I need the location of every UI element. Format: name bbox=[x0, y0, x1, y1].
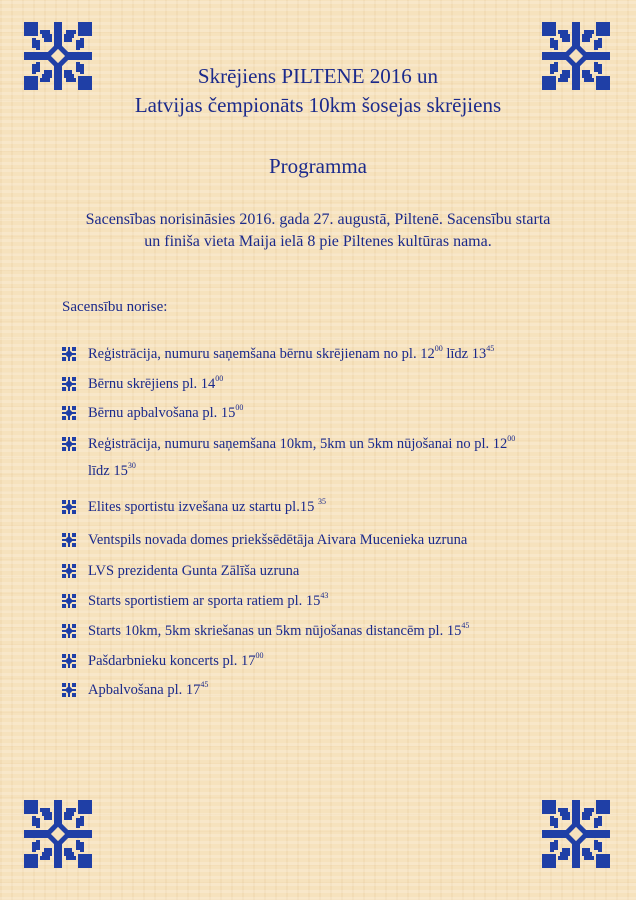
item-time-minutes: 00 bbox=[255, 651, 264, 660]
program-item-text bbox=[88, 530, 467, 550]
small-star-ornament-icon bbox=[62, 406, 76, 420]
small-star-ornament-icon bbox=[62, 347, 76, 361]
item-time-minutes: 45 bbox=[200, 680, 209, 689]
item-time-minutes: 35 bbox=[317, 497, 326, 506]
program-item-continuation bbox=[88, 461, 136, 481]
item-time-minutes: 00 bbox=[215, 374, 224, 383]
item-text: Bērnu apbalvošana pl. 15 bbox=[88, 405, 236, 421]
item-text: LVS prezidenta Gunta Zālīša uzruna bbox=[88, 563, 300, 579]
small-star-ornament-icon bbox=[62, 624, 76, 638]
item-text: Pašdarbnieku koncerts pl. 17 bbox=[88, 653, 256, 669]
item-text: Reģistrācija, numuru saņemšana bērnu skrējienam no pl. 12 bbox=[88, 346, 435, 362]
item-text: Ventspils novada domes priekšsēdētāja Aivara Mucenieka uzruna bbox=[88, 532, 468, 548]
page-title-line-2: Latvijas čempionāts 10km šosejas skrējiens bbox=[134, 93, 502, 117]
small-star-ornament-icon bbox=[62, 533, 76, 547]
small-star-ornament-icon bbox=[62, 594, 76, 608]
small-star-ornament-icon bbox=[62, 437, 76, 451]
item-text: Elites sportistu izvešana uz startu pl.15 bbox=[88, 499, 318, 515]
item-text: Apbalvošana pl. 17 bbox=[88, 682, 201, 698]
small-star-ornament-icon bbox=[62, 683, 76, 697]
program-item-text bbox=[88, 344, 494, 364]
program-heading: Programma bbox=[269, 154, 367, 178]
program-item-text bbox=[88, 434, 515, 454]
latvian-star-ornament-icon bbox=[540, 798, 612, 870]
intro-line-2: un finiša vieta Maija ielā 8 pie Piltenes kultūras nama. bbox=[144, 233, 492, 250]
program-item-text bbox=[88, 561, 299, 581]
small-star-ornament-icon bbox=[62, 654, 76, 668]
latvian-star-ornament-icon bbox=[22, 798, 94, 870]
continuation-text: līdz 15 bbox=[88, 463, 128, 479]
item-text: Starts sportistiem ar sporta ratiem pl. 15 bbox=[88, 593, 321, 609]
continuation-time-minutes: 30 bbox=[127, 461, 136, 470]
item-time-minutes: 00 bbox=[235, 403, 244, 412]
program-item-text bbox=[88, 621, 469, 641]
program-item-text bbox=[88, 497, 326, 517]
item-end-time-minutes: 45 bbox=[486, 344, 495, 353]
item-text: Reģistrācija, numuru saņemšana 10km, 5km un 5km nūjošanai no pl. 12 bbox=[88, 436, 508, 452]
program-item-text bbox=[88, 591, 328, 611]
item-time-minutes: 43 bbox=[320, 591, 329, 600]
program-item-text bbox=[88, 374, 223, 394]
program-item-text bbox=[88, 403, 243, 423]
small-star-ornament-icon bbox=[62, 500, 76, 514]
item-text-continued: līdz 13 bbox=[442, 346, 487, 362]
item-time-minutes: 45 bbox=[461, 621, 470, 630]
item-text: Starts 10km, 5km skriešanas un 5km nūjošanas distancēm pl. 15 bbox=[88, 623, 462, 639]
item-text: Bērnu skrējiens pl. 14 bbox=[88, 376, 216, 392]
intro-line-1: Sacensības norisināsies 2016. gada 27. augustā, Piltenē. Sacensību starta bbox=[85, 211, 551, 228]
small-star-ornament-icon bbox=[62, 564, 76, 578]
page-title-line-1: Skrējiens PILTENE 2016 un bbox=[197, 64, 439, 88]
small-star-ornament-icon bbox=[62, 377, 76, 391]
item-time-minutes: 00 bbox=[434, 344, 443, 353]
section-label: Sacensību norise: bbox=[62, 299, 168, 315]
program-item-text bbox=[88, 680, 208, 700]
item-time-minutes: 00 bbox=[507, 434, 516, 443]
program-item-text bbox=[88, 651, 264, 671]
